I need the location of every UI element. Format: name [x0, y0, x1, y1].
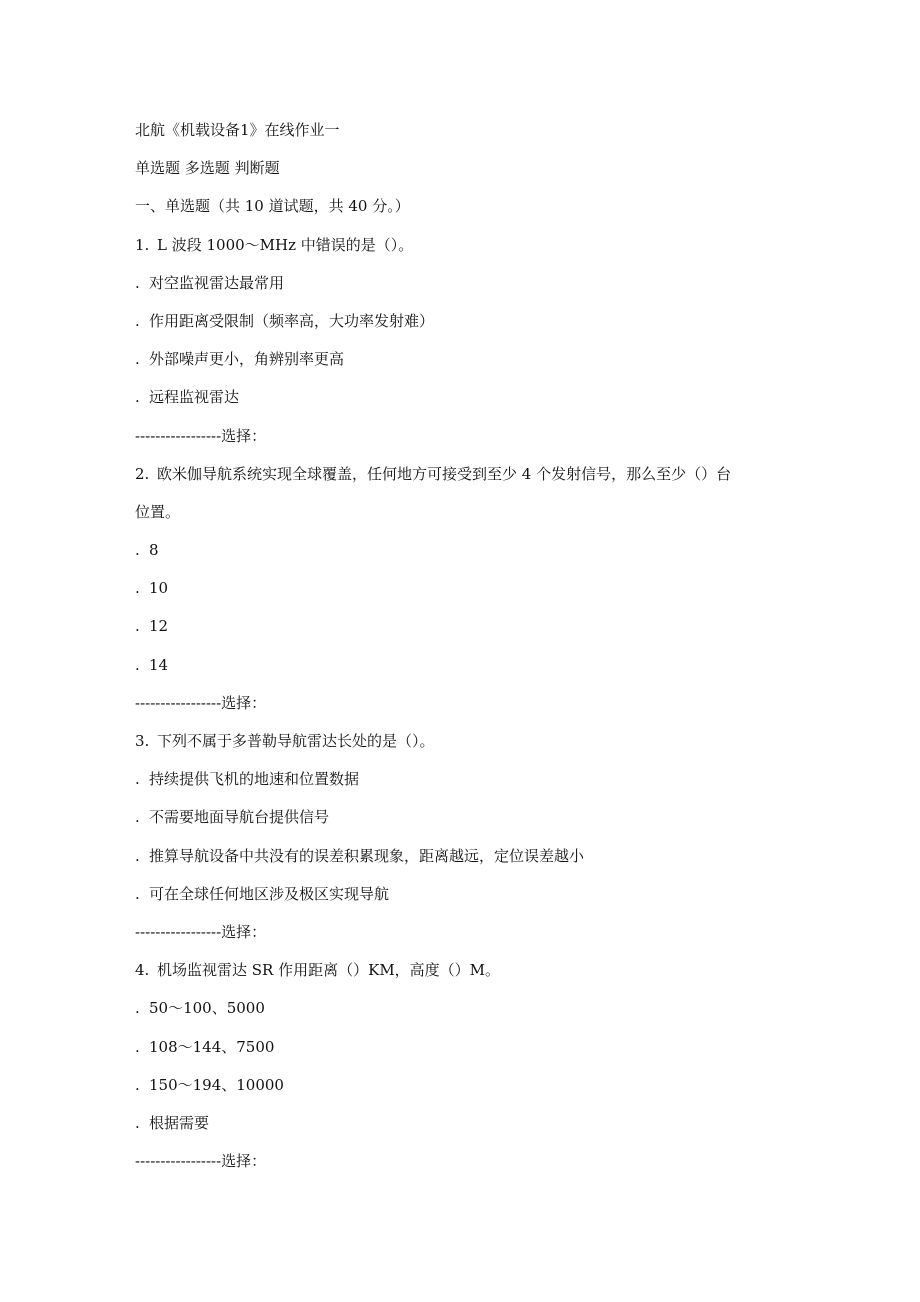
question-text: L 波段 1000～MHz 中错误的是（）。 [157, 235, 414, 254]
option-marker: . [135, 999, 140, 1018]
option-marker: . [135, 770, 140, 789]
option[interactable] [135, 837, 795, 875]
option[interactable] [135, 607, 795, 645]
option-marker: . [135, 350, 140, 369]
option-text: 对空监视雷达最常用 [149, 273, 285, 292]
option[interactable] [135, 798, 795, 836]
option-text: 14 [149, 655, 169, 674]
question-4 [135, 951, 795, 1180]
option[interactable] [135, 989, 795, 1027]
tab-multiple-choice[interactable]: 多选题 [184, 159, 230, 178]
question-1 [135, 226, 795, 455]
question-text-continued: 位置。 [135, 502, 181, 521]
tab-true-false[interactable]: 判断题 [234, 159, 280, 178]
section-header: 一、单选题（共 10 道试题，共 40 分。） [135, 197, 410, 216]
tab-single-choice[interactable]: 单选题 [135, 159, 181, 178]
option[interactable] [135, 340, 795, 378]
document-body [135, 111, 795, 1180]
option-text: 持续提供飞机的地速和位置数据 [149, 770, 360, 789]
question-stem [135, 951, 795, 989]
question-text: 欧米伽导航系统实现全球覆盖，任何地方可接受到至少 4 个发射信号，那么至少（）台 [157, 464, 732, 483]
question-stem [135, 455, 795, 493]
option-marker: . [135, 1037, 140, 1056]
question-2 [135, 455, 795, 722]
option-marker: . [135, 846, 140, 865]
question-list [135, 226, 795, 1181]
option-text: 作用距离受限制（频率高，大功率发射难） [149, 311, 435, 330]
question-type-tabs [135, 149, 795, 187]
question-number: 3. [135, 732, 150, 750]
option[interactable] [135, 760, 795, 798]
option-marker: . [135, 388, 140, 407]
question-number: 4. [135, 961, 150, 980]
select-answer-line[interactable]: -----------------选择： [135, 1152, 267, 1171]
option[interactable] [135, 1066, 795, 1104]
option[interactable] [135, 1104, 795, 1142]
option-marker: . [135, 273, 140, 292]
option-text: 50～100、5000 [149, 999, 265, 1018]
option-text: 150～194、10000 [149, 1075, 284, 1094]
option-text: 8 [149, 541, 159, 560]
select-answer-line[interactable]: -----------------选择： [135, 426, 267, 445]
option[interactable] [135, 302, 795, 340]
question-text: 下列不属于多普勒导航雷达长处的是（）。 [157, 732, 435, 750]
option[interactable] [135, 531, 795, 569]
option-marker: . [135, 579, 140, 598]
option-text: 根据需要 [149, 1113, 210, 1132]
option-text: 10 [149, 579, 169, 598]
option-marker: . [135, 617, 140, 636]
question-text: 机场监视雷达 SR 作用距离（）KM，高度（）M。 [157, 961, 501, 980]
option[interactable] [135, 264, 795, 302]
document-title: 北航《机载设备1》在线作业一 [135, 121, 340, 139]
option-text: 推算导航设备中共没有的误差积累现象，距离越远，定位误差越小 [149, 846, 585, 865]
option-marker: . [135, 541, 140, 560]
select-answer-line[interactable]: -----------------选择： [135, 922, 267, 941]
select-answer-line[interactable]: -----------------选择： [135, 693, 267, 712]
option-marker: . [135, 808, 140, 827]
option[interactable] [135, 646, 795, 684]
option[interactable] [135, 1028, 795, 1066]
question-number: 1. [135, 235, 150, 254]
option-text: 不需要地面导航台提供信号 [149, 808, 330, 827]
option-marker: . [135, 884, 140, 903]
option-text: 远程监视雷达 [149, 388, 240, 407]
option[interactable] [135, 378, 795, 416]
option-marker: . [135, 1113, 140, 1132]
option-text: 可在全球任何地区涉及极区实现导航 [149, 884, 390, 903]
question-stem [135, 722, 795, 760]
question-3 [135, 722, 795, 951]
option-marker: . [135, 1075, 140, 1094]
option[interactable] [135, 569, 795, 607]
question-stem [135, 226, 795, 264]
option-marker: . [135, 311, 140, 330]
option-text: 外部噪声更小，角辨别率更高 [149, 350, 345, 369]
option-text: 12 [149, 617, 169, 636]
question-number: 2. [135, 464, 150, 483]
option[interactable] [135, 875, 795, 913]
option-text: 108～144、7500 [149, 1037, 275, 1056]
option-marker: . [135, 655, 140, 674]
